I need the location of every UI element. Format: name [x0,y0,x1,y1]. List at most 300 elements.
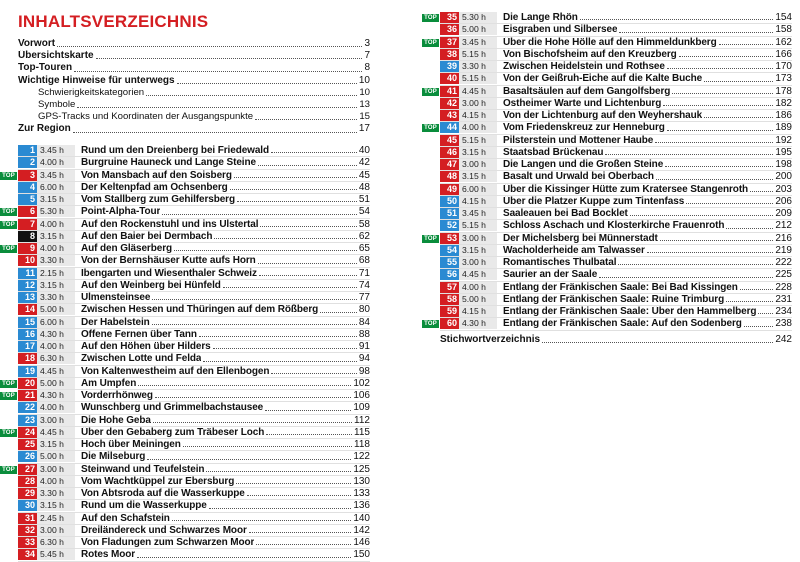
tour-title: Dreiländereck und Schwarzes Moor [81,524,247,536]
leader-dots [686,202,773,204]
leader-dots [213,347,357,349]
tour-row[interactable] [18,476,370,488]
leader-dots [663,104,773,106]
tour-number: 26 [18,451,37,462]
tour-page: 84 [358,316,370,328]
tour-row[interactable] [440,208,792,220]
leader-dots [147,458,351,460]
tour-row[interactable] [2,206,370,218]
leader-dots [655,141,773,143]
tour-number: 10 [18,255,37,266]
tour-page: 109 [353,402,370,414]
toc-entry-page: 13 [359,98,370,110]
tour-page: 115 [354,426,370,438]
tour-page: 150 [353,549,370,561]
tour-page: 192 [775,134,792,146]
leader-dots [138,384,351,386]
tour-duration: 3.15 h [37,231,75,242]
tour-row[interactable] [18,280,370,292]
tour-number: 45 [440,135,459,146]
tour-row[interactable] [18,500,370,512]
tour-row[interactable] [18,537,370,549]
tour-page: 198 [775,159,792,171]
tour-duration: 3.30 h [37,292,75,303]
toc-entry[interactable] [18,87,370,99]
tour-duration: 4.45 h [459,86,497,97]
tour-duration: 5.00 h [37,378,75,389]
index-entry[interactable] [440,332,792,346]
tour-duration: 3.00 h [37,415,75,426]
leader-dots [177,82,357,84]
tour-row[interactable] [440,245,792,257]
tour-duration: 3.00 h [459,233,497,244]
tour-row[interactable] [440,196,792,208]
top-tour-badge: TOP [422,88,439,96]
tour-title: Vom Friedenskreuz zur Henneburg [503,122,665,134]
tour-duration: 4.15 h [459,110,497,121]
tour-number: 29 [18,488,37,499]
tour-title: Burgruine Hauneck und Lange Steine [81,157,256,169]
tour-title: Auf den Gläserberg [81,243,172,255]
tour-row[interactable] [18,415,370,427]
tour-row[interactable] [440,73,792,85]
toc-entry[interactable] [18,38,370,50]
tour-title: Ibengarten und Wiesenthaler Schweiz [81,267,257,279]
tour-page: 222 [775,257,792,269]
tour-page: 133 [353,488,370,500]
tour-row[interactable] [440,220,792,232]
tour-page: 106 [353,390,370,402]
tour-row[interactable] [18,402,370,414]
tour-number: 4 [18,182,37,193]
tour-title: Schloss Aschach und Klosterkirche Frauenroth [503,220,725,232]
tour-title: Pilsterstein und Mottener Haube [503,134,654,146]
tour-page: 140 [353,512,370,524]
tour-title: Staatsbad Brückenau [503,146,604,158]
leader-dots [247,494,352,496]
leader-dots [155,396,351,398]
leader-dots [153,421,352,423]
tour-duration: 4.15 h [459,196,497,207]
leader-dots [266,433,352,435]
tour-title: Von der Bernshäuser Kutte aufs Horn [81,255,256,267]
toc-entry-page: 8 [364,62,370,74]
tour-duration: 4.45 h [459,269,497,280]
tour-row[interactable] [2,243,370,255]
tour-title: Entlang der Fränkischen Saale: Bei Bad Kissingen [503,281,738,293]
tour-duration: 5.15 h [459,135,497,146]
tour-row[interactable] [18,329,370,341]
toc-entry-title: Symbole [38,98,76,110]
tour-number: 38 [440,49,459,60]
leader-dots [542,341,773,343]
tour-page: 142 [353,524,370,536]
tour-row[interactable] [18,292,370,304]
toc-entry[interactable] [18,99,370,111]
tour-row[interactable] [18,182,370,194]
tour-number: 8 [18,231,37,242]
tour-number: 21 [18,390,37,401]
tour-number: 1 [18,145,37,156]
tour-duration: 6.00 h [37,317,75,328]
tour-number: 23 [18,415,37,426]
tour-number: 50 [440,196,459,207]
toc-entry-page: 3 [364,38,370,49]
leader-dots [209,507,352,509]
tour-title: Der Keltenpfad am Öchsenberg [81,181,228,193]
toc-entry-title: Vorwort [18,38,56,49]
tour-row[interactable] [2,169,370,182]
leader-dots [630,214,774,216]
tour-duration: 4.30 h [37,329,75,340]
tour-duration: 2.45 h [37,513,75,524]
tour-page: 118 [354,439,370,451]
toc-entry-title: Schwierigkeitskategorien [38,86,145,98]
tour-duration: 4.00 h [37,402,75,413]
tour-number: 51 [440,208,459,219]
tour-row[interactable] [18,341,370,353]
tour-row[interactable] [18,353,370,365]
tour-number: 2 [18,157,37,168]
leader-dots [174,249,357,251]
tour-title: Steinwand und Teufelstein [81,463,205,475]
top-tour-badge: TOP [0,221,17,229]
tour-number: 33 [18,537,37,548]
tour-title: Entlang der Fränkischen Saale: Auf den Sodenberg [503,318,742,330]
tour-title: Von der Geißruh-Eiche auf die Kalte Buche [503,73,703,85]
tour-page: 238 [775,318,792,330]
tour-page: 225 [775,269,792,281]
tour-row[interactable] [18,268,370,280]
tour-duration: 3.15 h [459,245,497,256]
tour-title: Der Habelstein [81,316,150,328]
tour-title: Von der Lichtenburg auf den Weyhershauk [503,110,703,122]
tour-title: Vom Wachtküppel zur Ebersburg [81,475,235,487]
tour-row[interactable] [440,135,792,147]
tour-number: 9 [18,243,37,254]
tour-number: 22 [18,402,37,413]
toc-entry-title: Zur Region [18,123,71,135]
top-tour-badge: TOP [422,320,439,328]
tour-row[interactable] [424,232,792,245]
tour-row[interactable] [440,147,792,159]
tour-duration: 3.15 h [37,439,75,450]
tour-duration: 5.30 h [37,206,75,217]
leader-dots [223,286,357,288]
tour-row[interactable] [440,171,792,183]
tour-page: 166 [775,48,792,60]
tour-page: 228 [775,281,792,293]
leader-dots [672,92,773,94]
left-page [2,0,370,561]
tour-row[interactable] [18,231,370,243]
tour-page: 80 [358,304,370,316]
tour-title: Basaltsäulen auf dem Gangolfsberg [503,85,671,97]
tour-page: 216 [775,232,792,244]
tour-duration: 3.15 h [37,500,75,511]
tour-row[interactable] [440,49,792,61]
leader-dots [77,106,357,108]
tour-duration: 4.45 h [37,366,75,377]
tour-title: Auf den Schafstein [81,512,170,524]
leader-dots [137,556,351,558]
top-tour-badge: TOP [422,39,439,47]
tour-page: 88 [358,328,370,340]
tour-row[interactable] [440,98,792,110]
tour-duration: 3.00 h [37,464,75,475]
leader-dots [255,118,357,120]
leader-dots [665,165,773,167]
tour-title: Die Lange Rhön [503,12,578,24]
top-tour-badge: TOP [0,172,17,180]
tour-row[interactable] [440,306,792,318]
top-tour-badge: TOP [422,124,439,132]
tour-duration: 6.00 h [459,184,497,195]
leader-dots [162,213,357,215]
tour-row[interactable] [18,366,370,378]
tour-page: 68 [358,255,370,267]
tour-page: 158 [775,24,792,36]
tour-number: 11 [18,268,37,279]
leader-dots [183,445,352,447]
toc-entry-page: 7 [364,50,370,62]
tour-number: 52 [440,220,459,231]
tour-number: 31 [18,513,37,524]
tour-row[interactable] [2,463,370,476]
tour-number: 25 [18,439,37,450]
tour-duration: 4.30 h [37,390,75,401]
tour-duration: 5.15 h [459,49,497,60]
tour-number: 57 [440,282,459,293]
tour-number: 42 [440,98,459,109]
tour-page: 234 [775,306,792,318]
tour-row[interactable] [2,426,370,439]
tour-duration: 3.30 h [459,61,497,72]
leader-dots [172,519,352,521]
leader-dots [249,531,352,533]
tour-duration: 4.00 h [37,219,75,230]
tour-number: 49 [440,184,459,195]
tour-page: 77 [358,292,370,304]
tour-title: Die Langen und die Großen Steine [503,159,664,171]
tour-duration: 4.00 h [459,122,497,133]
tour-page: 130 [353,475,370,487]
tour-title: Entlang der Fränkischen Saale: Ruine Trimburg [503,293,725,305]
tour-row[interactable] [424,122,792,134]
tour-row[interactable] [440,24,792,36]
leader-dots [259,274,357,276]
tour-duration: 3.15 h [459,147,497,158]
tour-row[interactable] [18,451,370,463]
tour-page: 170 [775,61,792,73]
toc-entry-page: 17 [358,123,370,135]
top-tour-badge: TOP [0,245,17,253]
tour-page: 136 [353,500,370,512]
tour-page: 182 [775,97,792,109]
tour-page: 125 [353,463,370,475]
tour-row[interactable] [424,318,792,330]
tour-title: Von Mansbach auf den Soisberg [81,169,232,181]
right-page [424,0,792,559]
tour-row[interactable] [424,12,792,24]
tour-row[interactable] [18,145,370,157]
tour-page: 91 [358,341,370,353]
leader-dots [758,312,773,314]
tour-number: 40 [440,73,459,84]
tour-number: 17 [18,341,37,352]
tour-page: 146 [353,537,370,549]
toc-entry[interactable] [18,50,370,62]
tour-title: Über die Hohe Hölle auf den Himmeldunkberg [503,36,717,48]
tour-row[interactable] [18,194,370,206]
tour-list-right [424,12,792,331]
tour-row[interactable] [18,513,370,525]
tour-title: Über die Kissinger Hütte zum Kratersee Stangenroth [503,183,749,195]
tour-page: 122 [353,451,370,463]
tour-number: 34 [18,549,37,560]
tour-number: 24 [18,427,37,438]
leader-dots [265,409,351,411]
tour-page: 195 [775,146,792,158]
front-matter-list [18,38,370,136]
toc-entry[interactable] [18,111,370,123]
tour-row[interactable] [18,439,370,451]
tour-number: 30 [18,500,37,511]
leader-dots [152,323,357,325]
tour-duration: 5.45 h [37,549,75,560]
leader-dots [726,227,773,229]
tour-page: 206 [775,195,792,207]
tour-duration: 4.45 h [37,427,75,438]
tour-row[interactable] [424,85,792,98]
tour-number: 27 [18,464,37,475]
leader-dots [619,31,773,33]
toc-entry-page: 15 [359,111,370,123]
tour-row[interactable] [440,294,792,306]
tour-duration: 3.45 h [459,37,497,48]
tour-page: 98 [358,365,370,377]
tour-row[interactable] [18,525,370,537]
top-tour-badge: TOP [0,380,17,388]
tour-row[interactable] [2,390,370,402]
toc-entry[interactable] [18,75,370,87]
tour-duration: 3.45 h [37,145,75,156]
tour-row[interactable] [424,36,792,49]
tour-row[interactable] [440,61,792,73]
tour-title: Saaleauen bei Bad Bocklet [503,208,628,220]
tour-number: 35 [440,12,459,23]
tour-number: 13 [18,292,37,303]
tour-row[interactable] [2,377,370,390]
tour-number: 12 [18,280,37,291]
tour-page: 186 [775,110,792,122]
top-tour-badge: TOP [0,392,17,400]
tour-title: Von Kaltenwestheim auf den Ellenbogen [81,365,270,377]
tour-title: Rotes Moor [81,549,136,561]
tour-page: 112 [354,414,370,426]
tour-row[interactable] [440,282,792,294]
tour-page: 200 [775,171,792,183]
tour-number: 36 [440,24,459,35]
tour-number: 59 [440,306,459,317]
tour-title: Hoch über Meiningen [81,439,181,451]
leader-dots [656,178,773,180]
top-tour-badge: TOP [422,235,439,243]
tour-page: 42 [358,157,370,169]
tour-row[interactable] [2,218,370,231]
tour-row[interactable] [18,317,370,329]
leader-dots [271,372,357,374]
tour-number: 43 [440,110,459,121]
tour-row[interactable] [440,159,792,171]
leader-dots [647,251,774,253]
tour-row[interactable] [18,488,370,500]
leader-dots [237,200,357,202]
tour-page: 209 [775,208,792,220]
tour-duration: 6.30 h [37,353,75,364]
tour-row[interactable] [440,184,792,196]
tour-duration: 5.00 h [459,24,497,35]
tour-row[interactable] [18,157,370,169]
toc-entry[interactable] [18,123,370,135]
tour-title: Der Michelsberg bei Münnerstadt [503,232,658,244]
tour-title: Saurier an der Saale [503,269,598,281]
tour-duration: 3.15 h [37,280,75,291]
tour-duration: 2.15 h [37,268,75,279]
tour-duration: 4.00 h [37,476,75,487]
tour-title: Romantisches Thulbatal [503,257,617,269]
tour-row[interactable] [440,110,792,122]
tour-title: Rund um den Dreienberg bei Friedewald [81,145,269,157]
tour-list-left [2,145,370,562]
tour-row[interactable] [440,269,792,281]
tour-page: 62 [358,230,370,242]
toc-entry-page: 10 [359,86,370,98]
tour-title: Über die Platzer Kuppe zum Tintenfass [503,195,685,207]
tour-number: 56 [440,269,459,280]
tour-row[interactable] [18,304,370,316]
leader-dots [667,129,774,131]
leader-dots [679,55,774,57]
tour-row[interactable] [18,255,370,267]
toc-entry-title: Wichtige Hinweise für unterwegs [18,74,175,86]
tour-number: 39 [440,61,459,72]
tour-duration: 5.00 h [37,451,75,462]
tour-duration: 3.00 h [459,98,497,109]
tour-number: 28 [18,476,37,487]
tour-page: 162 [775,36,792,48]
tour-number: 46 [440,147,459,158]
tour-number: 37 [440,37,459,48]
tour-duration: 4.00 h [37,157,75,168]
tour-row[interactable] [440,257,792,269]
leader-dots [618,263,773,265]
tour-number: 48 [440,171,459,182]
leader-dots [667,67,773,69]
tour-row[interactable] [18,549,370,561]
toc-entry-title: Top-Touren [18,62,73,74]
leader-dots [206,470,351,472]
top-tour-badge: TOP [422,14,439,22]
toc-entry[interactable] [18,62,370,74]
tour-number: 47 [440,159,459,170]
tour-number: 55 [440,257,459,268]
leader-dots [214,237,357,239]
leader-dots [199,335,357,337]
tour-title: Zwischen Heidelstein und Rothsee [503,61,665,73]
tour-number: 60 [440,318,459,329]
tour-number: 6 [18,206,37,217]
